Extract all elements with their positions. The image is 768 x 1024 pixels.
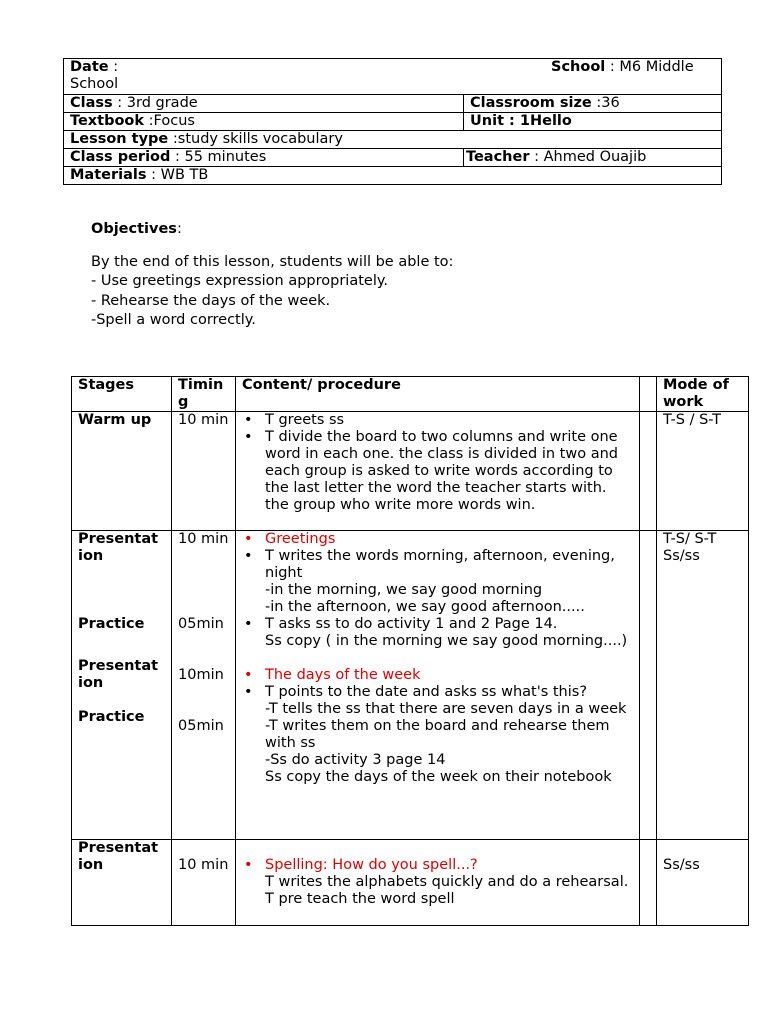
table-row-greetings-days xyxy=(72,531,749,840)
materials-label: Materials xyxy=(70,167,147,183)
textbook-label: Textbook xyxy=(70,113,145,129)
content-line: T writes the alphabets quickly and do a rehearsal. xyxy=(265,874,629,890)
class-label: Class xyxy=(70,95,113,111)
header-row-class xyxy=(64,95,722,113)
content-bullet: • T divide the board to two columns and write one word in each one. the class is divided in two and each group is asked to write words according to the last letter the word the teacher starts with. the group who write more words win. xyxy=(242,429,633,514)
content-line: -T writes them on the board and rehearse them with ss xyxy=(265,718,610,751)
classroom-size-cell xyxy=(464,95,722,113)
materials-value: : WB TB xyxy=(146,167,209,183)
col-header-timing: Timin g xyxy=(172,377,236,412)
header-row-textbook xyxy=(64,113,722,131)
stage-cell: Warm up xyxy=(72,412,172,531)
objectives-intro: By the end of this lesson, students will be able to: xyxy=(91,253,454,270)
header-row-lesson-type xyxy=(64,131,722,149)
date-label: Date xyxy=(70,59,109,75)
content-line: -T tells the ss that there are seven days in a week xyxy=(265,701,627,717)
timing-cell xyxy=(172,531,236,840)
class-cell xyxy=(64,95,464,113)
class-period-label: Class period xyxy=(70,149,171,165)
mode-cell: T-S / S-T xyxy=(657,412,749,531)
mode-cell xyxy=(657,840,749,926)
blank-cell xyxy=(640,531,657,840)
col-header-blank xyxy=(640,377,657,412)
textbook-cell xyxy=(64,113,464,131)
content-line: -in the afternoon, we say good afternoon..... xyxy=(265,599,585,615)
school-value: : M6 Middle xyxy=(605,59,694,75)
content-bullet: • T points to the date and asks ss what's this? xyxy=(242,684,633,701)
content-line: -in the morning, we say good morning xyxy=(265,582,543,598)
greetings-heading: • Greetings xyxy=(242,531,633,548)
timing-label: 10 min xyxy=(178,857,229,873)
lesson-plan-table xyxy=(71,376,749,926)
header-row-materials xyxy=(64,167,722,185)
days-heading: • The days of the week xyxy=(242,667,633,684)
school-field xyxy=(551,59,694,76)
timing-label: 10 min xyxy=(178,531,229,547)
teacher-label: Teacher xyxy=(466,149,530,165)
stage-cell xyxy=(72,531,172,840)
class-value: : 3rd grade xyxy=(112,95,198,111)
timing-label: 05min xyxy=(178,616,224,632)
timing-cell: 10 min xyxy=(172,412,236,531)
lesson-header-table xyxy=(63,58,722,185)
content-line: Ss copy the days of the week on their notebook xyxy=(265,769,612,785)
content-bullet: • T asks ss to do activity 1 and 2 Page 14. xyxy=(242,616,633,633)
timing-label: 05min xyxy=(178,718,224,734)
col-header-stages: Stages xyxy=(72,377,172,412)
content-cell xyxy=(236,840,640,926)
spelling-heading: • Spelling: How do you spell...? xyxy=(242,857,633,874)
blank-cell xyxy=(640,840,657,926)
stage-label: Practice xyxy=(78,709,145,725)
content-bullet: • T greets ss xyxy=(242,412,633,429)
class-period-value: : 55 minutes xyxy=(170,149,267,165)
header-row-class-period xyxy=(64,149,722,167)
lesson-type-value: :study skills vocabulary xyxy=(168,131,343,147)
table-row-spelling xyxy=(72,840,749,926)
table-row-warm-up xyxy=(72,412,749,531)
classroom-size-value: :36 xyxy=(591,95,620,111)
stage-label: Presentat ion xyxy=(78,531,159,564)
header-row-date-school xyxy=(64,59,722,95)
unit-cell xyxy=(464,113,722,131)
teacher-value: : Ahmed Ouajib xyxy=(529,149,647,165)
objectives-colon: : xyxy=(176,221,182,237)
timing-label: 10min xyxy=(178,667,224,683)
classroom-size-label: Classroom size xyxy=(470,95,592,111)
content-cell xyxy=(236,412,640,531)
mode-line: Ss/ss xyxy=(663,548,700,564)
mode-line: T-S/ S-T xyxy=(663,531,717,547)
lesson-type-cell xyxy=(64,131,722,149)
content-line: -Ss do activity 3 page 14 xyxy=(265,752,446,768)
school-wrap-text: School xyxy=(70,76,119,92)
class-period-cell xyxy=(64,149,464,167)
objectives-section xyxy=(91,220,691,331)
mode-cell xyxy=(657,531,749,840)
date-school-cell xyxy=(64,59,722,95)
objective-item: -Spell a word correctly. xyxy=(91,312,256,329)
stage-label: Presentat ion xyxy=(78,658,159,691)
mode-line: Ss/ss xyxy=(663,857,700,873)
content-cell xyxy=(236,531,640,840)
date-sep: : xyxy=(108,59,119,75)
objectives-heading xyxy=(91,220,691,240)
blank-cell xyxy=(640,412,657,531)
col-header-mode: Mode of work xyxy=(657,377,749,412)
lesson-type-label: Lesson type xyxy=(70,131,169,147)
content-line: Ss copy ( in the morning we say good morning....) xyxy=(265,633,628,649)
col-header-content: Content/ procedure xyxy=(236,377,640,412)
unit-label: Unit : 1Hello xyxy=(470,113,572,129)
objective-item: - Use greetings expression appropriately. xyxy=(91,273,388,290)
school-label: School xyxy=(551,59,606,75)
textbook-value: :Focus xyxy=(144,113,195,129)
materials-cell xyxy=(64,167,722,185)
timing-cell xyxy=(172,840,236,926)
content-line: T pre teach the word spell xyxy=(265,891,455,907)
content-bullet: • T writes the words morning, afternoon, evening, night xyxy=(242,548,633,582)
plan-header-row xyxy=(72,377,749,412)
teacher-cell xyxy=(464,149,722,167)
objective-item: - Rehearse the days of the week. xyxy=(91,292,331,309)
objectives-title: Objectives xyxy=(91,221,177,237)
stage-cell: Presentat ion xyxy=(72,840,172,926)
stage-label: Practice xyxy=(78,616,145,632)
